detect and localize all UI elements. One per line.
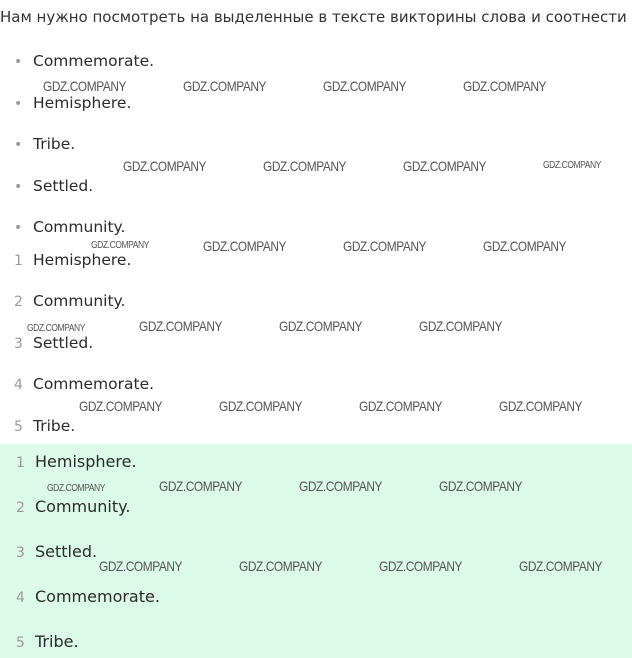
bullet-item bbox=[14, 218, 125, 236]
watermark: GDZ.COMPANY bbox=[183, 78, 267, 94]
watermark: GDZ.COMPANY bbox=[27, 323, 85, 334]
item-number: 4 bbox=[14, 377, 23, 393]
item-number: 5 bbox=[14, 419, 23, 435]
watermark: GDZ.COMPANY bbox=[203, 238, 287, 254]
watermark: GDZ.COMPANY bbox=[499, 398, 583, 414]
bullet-item-text: Settled. bbox=[33, 177, 94, 195]
numbered-item bbox=[14, 292, 125, 310]
numbered-item-text: Tribe. bbox=[33, 417, 76, 435]
watermark: GDZ.COMPANY bbox=[279, 318, 363, 334]
watermark: GDZ.COMPANY bbox=[419, 318, 503, 334]
watermark: GDZ.COMPANY bbox=[343, 238, 427, 254]
answer-item-text: Tribe. bbox=[35, 632, 79, 651]
answer-item bbox=[16, 632, 79, 651]
bullet-marker: • bbox=[14, 220, 23, 236]
bullet-item bbox=[14, 94, 131, 112]
answer-item bbox=[16, 497, 130, 516]
bullet-marker: • bbox=[14, 179, 23, 195]
watermark: GDZ.COMPANY bbox=[519, 558, 603, 574]
answer-item-text: Hemisphere. bbox=[35, 452, 137, 471]
watermark: GDZ.COMPANY bbox=[43, 78, 127, 94]
watermark: GDZ.COMPANY bbox=[263, 158, 347, 174]
numbered-item-text: Hemisphere. bbox=[33, 251, 132, 269]
bullet-item-text: Community. bbox=[33, 218, 126, 236]
answer-item-text: Commemorate. bbox=[35, 587, 160, 606]
numbered-item bbox=[14, 417, 75, 435]
item-number: 2 bbox=[14, 294, 23, 310]
item-number: 5 bbox=[16, 635, 25, 651]
intro-text: Нам нужно посмотреть на выделенные в тексте викторины слова и соотнести bbox=[0, 8, 627, 26]
watermark: GDZ.COMPANY bbox=[379, 558, 463, 574]
numbered-item bbox=[14, 375, 154, 393]
watermark: GDZ.COMPANY bbox=[543, 160, 601, 171]
watermark: GDZ.COMPANY bbox=[91, 240, 149, 251]
watermark: GDZ.COMPANY bbox=[299, 478, 383, 494]
watermark: GDZ.COMPANY bbox=[159, 478, 243, 494]
item-number: 4 bbox=[16, 590, 25, 606]
bullet-item bbox=[14, 177, 93, 195]
answer-block bbox=[0, 444, 632, 658]
bullet-item-text: Hemisphere. bbox=[33, 94, 132, 112]
watermark: GDZ.COMPANY bbox=[219, 398, 303, 414]
watermark: GDZ.COMPANY bbox=[323, 78, 407, 94]
watermark: GDZ.COMPANY bbox=[483, 238, 567, 254]
numbered-item-text: Settled. bbox=[33, 334, 94, 352]
watermark: GDZ.COMPANY bbox=[403, 158, 487, 174]
bullet-item bbox=[14, 52, 154, 70]
numbered-item bbox=[14, 334, 93, 352]
watermark: GDZ.COMPANY bbox=[47, 483, 105, 494]
numbered-item-text: Commemorate. bbox=[33, 375, 155, 393]
numbered-item-text: Community. bbox=[33, 292, 126, 310]
answer-item bbox=[16, 542, 97, 561]
bullet-marker: • bbox=[14, 96, 23, 112]
answer-item-text: Settled. bbox=[35, 542, 98, 561]
answer-item-text: Community. bbox=[35, 497, 131, 516]
answer-item bbox=[16, 587, 160, 606]
watermark: GDZ.COMPANY bbox=[463, 78, 547, 94]
watermark: GDZ.COMPANY bbox=[359, 398, 443, 414]
watermark: GDZ.COMPANY bbox=[79, 398, 163, 414]
bullet-item-text: Commemorate. bbox=[33, 52, 155, 70]
bullet-marker: • bbox=[14, 137, 23, 153]
watermark: GDZ.COMPANY bbox=[439, 478, 523, 494]
bullet-item-text: Tribe. bbox=[33, 135, 76, 153]
item-number: 2 bbox=[16, 500, 25, 516]
numbered-item bbox=[14, 251, 131, 269]
watermark: GDZ.COMPANY bbox=[99, 558, 183, 574]
answer-item bbox=[16, 452, 137, 471]
item-number: 1 bbox=[16, 455, 25, 471]
watermark: GDZ.COMPANY bbox=[123, 158, 207, 174]
item-number: 3 bbox=[16, 545, 25, 561]
item-number: 1 bbox=[14, 253, 23, 269]
bullet-marker: • bbox=[14, 54, 23, 70]
bullet-item bbox=[14, 135, 75, 153]
item-number: 3 bbox=[14, 336, 23, 352]
watermark: GDZ.COMPANY bbox=[139, 318, 223, 334]
watermark: GDZ.COMPANY bbox=[239, 558, 323, 574]
